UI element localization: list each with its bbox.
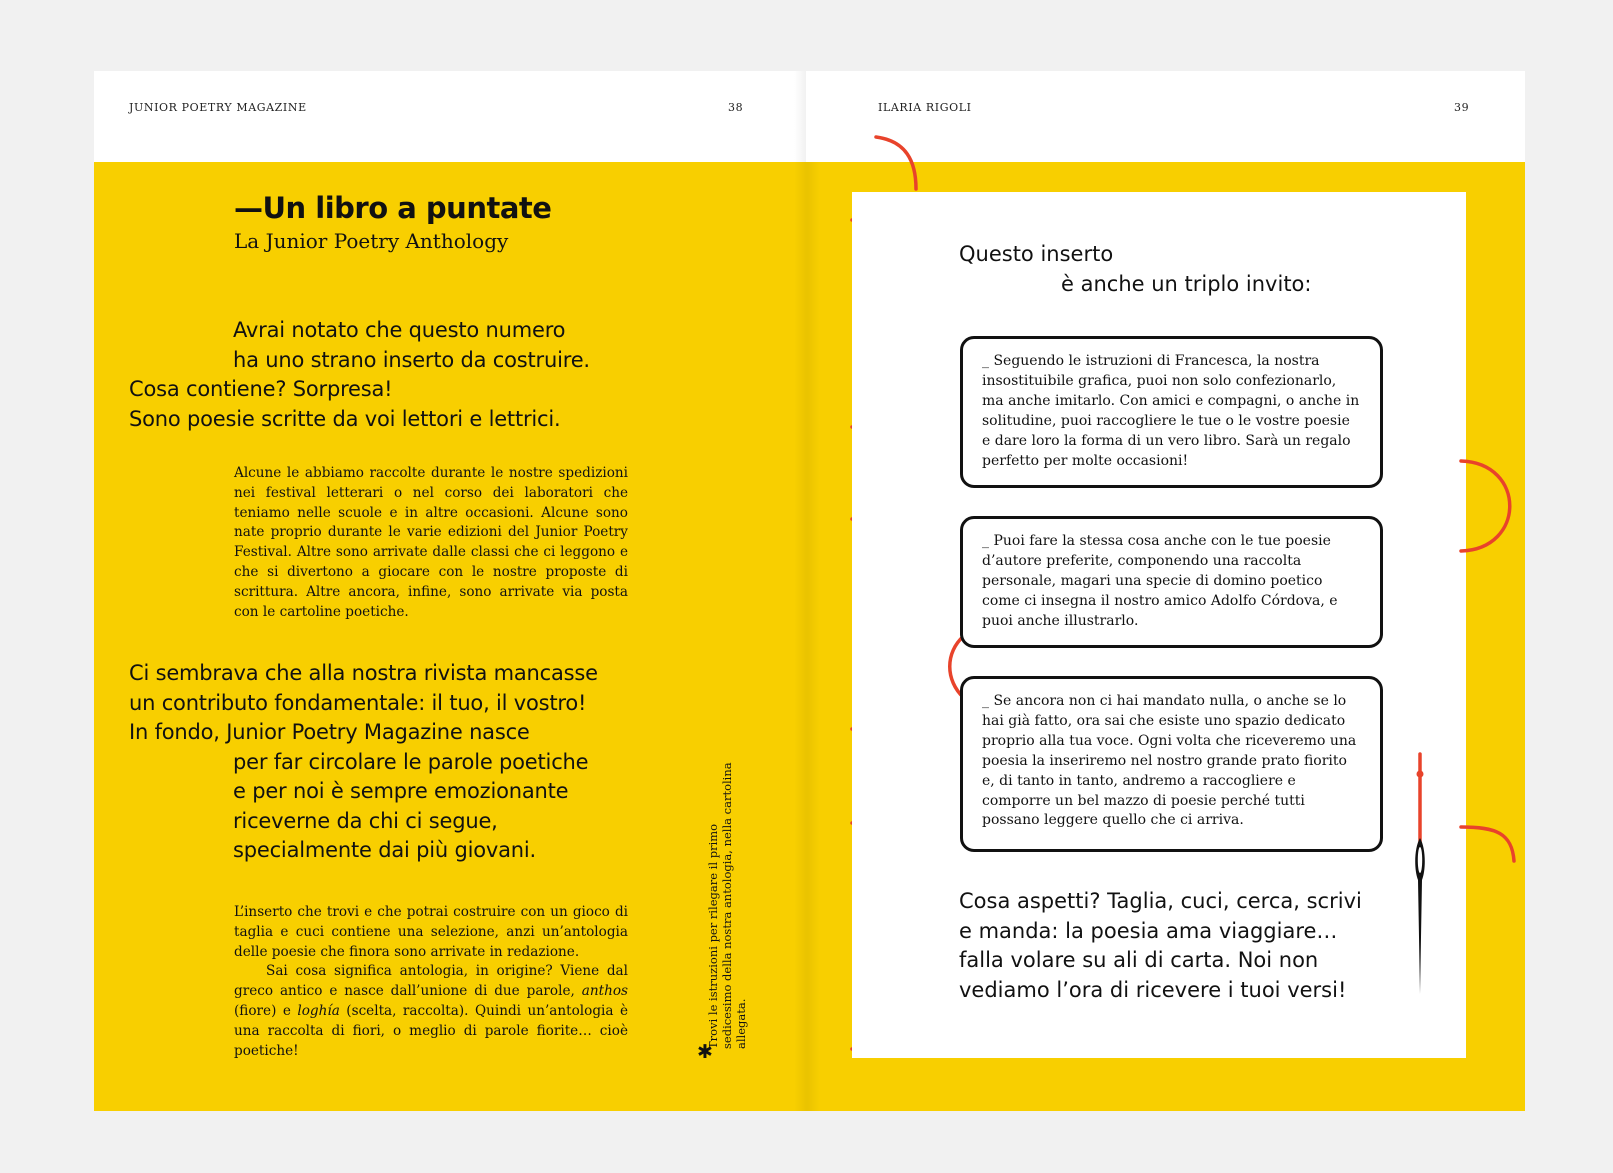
intro-line: Sono poesie scritte da voi lettori e lettrici.	[129, 406, 561, 431]
body-2-text: Sai cosa significa antologia, in origine? Viene dal greco antico e nasce dall’unione di due parole,	[234, 963, 628, 1000]
intro-line: Avrai notato che questo numero	[233, 318, 566, 342]
body-2-text: (scelta, raccolta). Quindi un’antologia è una raccolta di fiori, o meglio di parole fiorite… cioè poetiche!	[234, 1002, 628, 1059]
card-heading-line: Questo inserto	[959, 242, 1114, 266]
running-head-right: ILARIA RIGOLI	[878, 101, 972, 114]
body-2-text: (fiore) e	[234, 1002, 298, 1019]
closing-line: vediamo l’ora di ricevere i tuoi versi!	[959, 977, 1347, 1002]
word-loghia: loghía	[297, 1002, 340, 1019]
invite-box-1: _ Seguendo le istruzioni di Francesca, la nostra insostituibile grafica, puoi non solo confezionarlo, ma anche imitarlo. Con amici e compagni, o anche in solitudine, puoi raccogliere le tue o le vostre poesie e dare loro la forma di un vero libro. Sarà un regalo perfetto per molte occasioni!	[960, 336, 1383, 488]
closing-paragraph-right	[959, 887, 1362, 1005]
needle-icon	[1402, 752, 1442, 1012]
closing-line: e per noi è sempre emozionante	[233, 779, 569, 803]
page-number-left: 38	[728, 101, 744, 114]
closing-line: Ci sembrava che alla nostra rivista mancasse	[129, 661, 598, 685]
asterisk-icon: ✱	[697, 1041, 713, 1063]
intro-paragraph	[129, 316, 590, 434]
vertical-sidenote	[706, 762, 748, 1069]
invitation-card	[852, 192, 1466, 1058]
closing-line: falla volare su ali di carta. Noi non	[959, 948, 1319, 972]
right-page	[806, 71, 1525, 1111]
word-anthos: anthos	[581, 983, 628, 1000]
closing-line: specialmente dai più giovani.	[233, 838, 536, 862]
body-text-1: Alcune le abbiamo raccolte durante le nostre spedizioni nei festival letterari o nel corso dei laboratori che teniamo nelle scuole e in altre occasioni. Alcune sono nate proprio durante le varie edizioni del Junior Poetry Festival. Altre sono arrivate dalle classi che ci leggono e che si divertono a giocare con le nostre proposte di scrittura. Altre ancora, infine, sono arrivate via posta con le cartoline poetiche.	[234, 465, 628, 620]
closing-line: e manda: la poesia ama viaggiare…	[959, 918, 1338, 943]
closing-line: un contributo fondamentale: il tuo, il vostro!	[129, 690, 587, 715]
closing-line: riceverne da chi ci segue,	[233, 808, 498, 833]
body-text-2	[234, 903, 628, 1061]
closing-line: per far circolare le parole poetiche	[233, 749, 589, 774]
article-title: —Un libro a puntate	[234, 191, 552, 225]
card-heading-line: è anche un triplo invito:	[1061, 272, 1312, 296]
page-number-right: 39	[1454, 101, 1470, 114]
card-heading	[959, 239, 1311, 299]
invite-box-3: _ Se ancora non ci hai mandato nulla, o anche se lo hai già fatto, ora sai che esiste uno spazio dedicato proprio alla tua voce. Ogni volta che riceveremo una poesia la inseriremo nel nostro grande prato fiorito e, di tanto in tanto, andremo a raccogliere e comporre un bel mazzo di poesie perché tutti possano leggere quello che ci arriva.	[960, 676, 1383, 852]
closing-line: Cosa aspetti? Taglia, cuci, cerca, scrivi	[959, 889, 1362, 913]
sidenote-text: Trovi le istruzioni per rilegare il primo sedicesimo della nostra antologia, nella cartolina allegata.	[706, 762, 748, 1049]
intro-line: ha uno strano inserto da costruire.	[233, 347, 590, 372]
closing-line: In fondo, Junior Poetry Magazine nasce	[129, 720, 530, 744]
running-head-left: JUNIOR POETRY MAGAZINE	[129, 101, 307, 114]
article-subtitle: La Junior Poetry Anthology	[234, 229, 509, 253]
body-2-paragraph-2	[234, 962, 628, 1061]
left-page	[94, 71, 806, 1111]
body-2-paragraph-1: L’inserto che trovi e che potrai costruire con un gioco di taglia e cuci contiene una selezione, anzi un’antologia delle poesie che finora sono arrivate in redazione.	[234, 904, 628, 960]
magazine-spread	[94, 71, 1525, 1111]
intro-line: Cosa contiene? Sorpresa!	[129, 377, 393, 401]
closing-paragraph-left	[129, 659, 598, 866]
left-header-band	[94, 71, 806, 162]
invite-box-2: _ Puoi fare la stessa cosa anche con le tue poesie d’autore preferite, componendo una raccolta personale, magari una specie di domino poetico come ci insegna il nostro amico Adolfo Córdova, e puoi anche illustrarlo.	[960, 516, 1383, 648]
